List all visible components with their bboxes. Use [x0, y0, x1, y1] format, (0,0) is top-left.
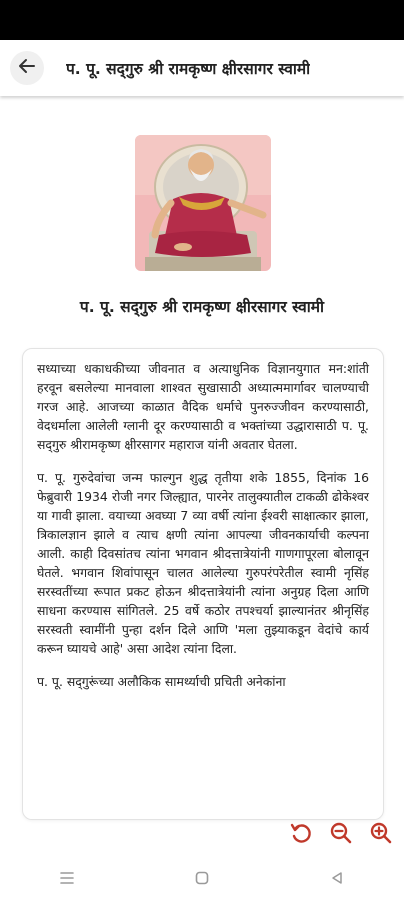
system-back-button[interactable] — [317, 864, 357, 894]
biography-paragraph: सध्याच्या धकाधकीच्या जीवनात व अत्याधुनिक विज्ञानयुगात मन:शांती हरवून बसलेल्या मानवाला शाश्वत सुखासाठी अध्यात्ममार्गावर चालण्याची गरज आहे. आजच्या काळात वैदिक धर्माचे पुनरुज्जीवन करण्यासाठी, वेदधर्माला आलेली ग्लानी दूर करण्यासाठी व भक्तांच्या उद्धारासाठी प. पू. सद्‌गुरु श्रीरामकृष्ण क्षीरसागर महाराज यांनी अवतार घेतला. — [37, 361, 369, 452]
biography-paragraph: प. पू. गुरुदेवांचा जन्म फाल्गुन शुद्ध तृतीया शके 1855, दिनांक 16 फेब्रुवारी 1934 रोजी नगर जिल्ह्यात, पारनेर तालुक्यातील टाकळी ढोकेश्वर या गावी झाला. वयाच्या अवघ्या 7 व्या वर्षी त्यांना ईश्वरी साक्षात्कार झाला, त्रिकालज्ञान झाले व त्याच क्षणी त्यांना आपल्या जीवनकार्याची कल्पना आली. काही दिवसांतच त्यांना भगवान श्रीदत्तात्रेयांनी गाणगापूरला बोलावून घेतले. भगवान शिवांपासून चालत आलेल्या गुरुपरंपरेतील स्वामी नृसिंह सरस्वतींच्या रूपात प्रकट होऊन श्रीदत्तात्रेयांनी त्यांना अनुग्रह दिला आणि साधना करण्यास सांगितले. 25 वर्षे कठोर तपश्चर्या झाल्यानंतर श्रीनृसिंह सरस्वती स्वामींनी पुन्हा दर्शन दिले आणि 'मला तुझ्याकडून वेदांचे कार्य करून घ्यायचे आहे' असा आदेश त्यांना दिला. — [37, 470, 369, 656]
rotate-icon — [289, 821, 313, 849]
app-bar-title: प. पू. सद्‌गुरु श्री रामकृष्ण क्षीरसागर स्वामी — [66, 60, 311, 78]
home-button[interactable] — [182, 864, 222, 894]
biography-card[interactable] — [22, 348, 384, 820]
recents-icon — [59, 870, 75, 889]
status-bar — [0, 0, 404, 40]
swami-portrait — [135, 135, 271, 271]
biography-paragraph: प. पू. सद्‌गुरूंच्या अलौकिक सामर्थ्याची प्रचिती अनेकांना — [37, 674, 286, 689]
zoom-controls — [288, 818, 394, 852]
zoom-out-button[interactable] — [328, 822, 354, 848]
back-arrow-icon — [18, 57, 36, 79]
home-icon — [195, 870, 209, 889]
back-triangle-icon — [330, 870, 344, 889]
app-bar — [0, 40, 404, 96]
rotate-button[interactable] — [288, 822, 314, 848]
saint-name-heading: प. पू. सद्‌गुरु श्री रामकृष्ण क्षीरसागर स्वामी — [79, 298, 325, 316]
recents-button[interactable] — [47, 864, 87, 894]
zoom-in-icon — [369, 821, 393, 849]
zoom-out-icon — [329, 821, 353, 849]
system-navigation-bar — [0, 858, 404, 900]
zoom-in-button[interactable] — [368, 822, 394, 848]
back-button[interactable] — [10, 51, 44, 85]
